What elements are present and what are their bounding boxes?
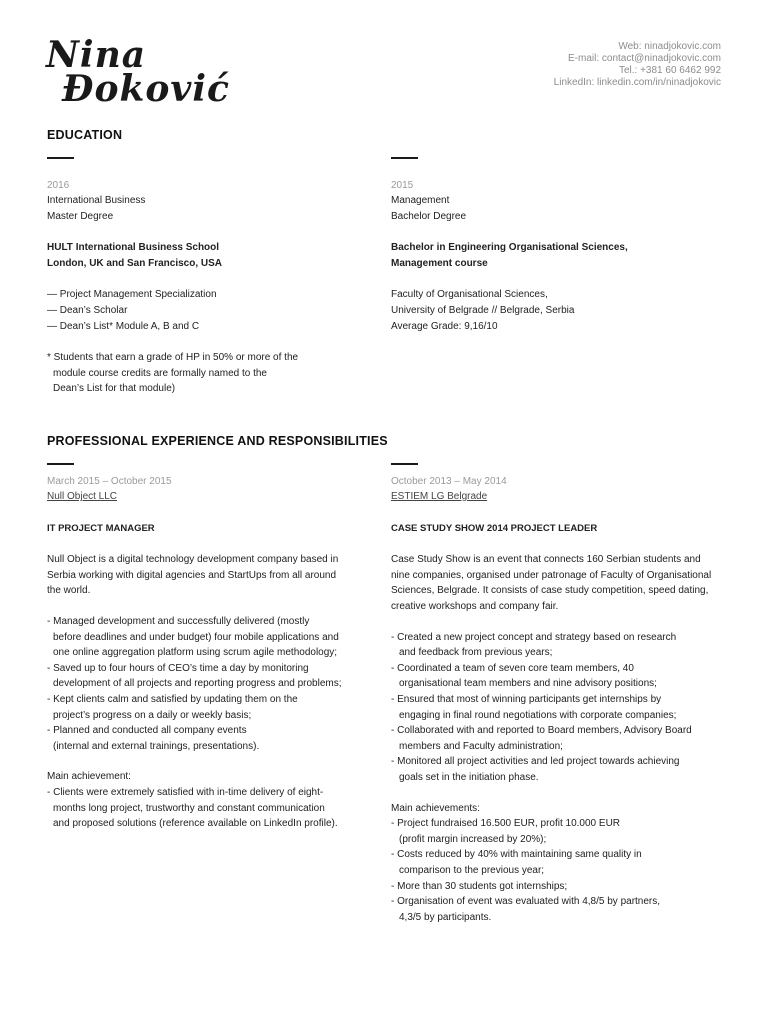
duty-line: - Coordinated a team of seven core team members, 40 [391, 662, 634, 674]
contact-phone: Tel.: +381 60 6462 992 [618, 65, 721, 76]
education-right-column [391, 157, 731, 334]
section-divider [47, 463, 74, 465]
duty-line: and feedback from previous years; [399, 647, 553, 659]
section-divider [391, 463, 418, 465]
duty-line: - Created a new project concept and strategy based on research [391, 631, 677, 643]
footnote-line: module course credits are formally named to the [53, 367, 267, 379]
duty-line: project’s progress on a daily or weekly basis; [53, 709, 252, 721]
contact-linkedin[interactable]: LinkedIn: linkedin.com/in/ninadjokovic [553, 77, 721, 88]
last-name: Đoković [62, 68, 230, 110]
education-item: — Project Management Specialization [47, 289, 217, 301]
duty-line: - Managed development and successfully delivered (mostly [47, 616, 310, 628]
achievement-line: comparison to the previous year; [399, 864, 545, 876]
section-divider [391, 157, 418, 159]
company-description: the world. [47, 585, 91, 597]
job-title: CASE STUDY SHOW 2014 PROJECT LEADER [391, 522, 598, 534]
school-name: Bachelor in Engineering Organisational Sciences, [391, 242, 628, 254]
company-link[interactable]: ESTIEM LG Belgrade [391, 491, 488, 503]
achievement-line: months long project, trustworthy and constant communication [53, 802, 325, 814]
duty-line: members and Faculty administration; [399, 740, 563, 752]
contact-block [554, 41, 721, 89]
duty-line: engaging in final round negotiations with corporate companies; [399, 709, 677, 721]
section-divider [47, 157, 74, 159]
company-description: Serbia working with digital agencies and StartUps from all around [47, 569, 337, 581]
school-course: Management course [391, 257, 488, 269]
resume-name [46, 34, 230, 110]
company-description: nine companies, organised under patronage of Faculty of Organisational [391, 569, 712, 581]
achievement-line: (profit margin increased by 20%); [399, 833, 547, 845]
company-link[interactable]: Null Object LLC [47, 491, 118, 503]
duty-line: goals set in the initiation phase. [399, 772, 539, 783]
experience-right-column [391, 463, 731, 925]
duty-line: - Monitored all project activities and led project towards achieving [391, 756, 680, 768]
education-year: 2016 [47, 179, 70, 191]
achievement-line: - More than 30 students got internships; [391, 880, 568, 892]
school-name: HULT International Business School [47, 242, 220, 254]
education-degree: Bachelor Degree [391, 210, 467, 222]
achievement-line: - Clients were extremely satisfied with in-time delivery of eight- [47, 787, 324, 798]
job-title: IT PROJECT MANAGER [47, 522, 155, 534]
duty-line: - Kept clients calm and satisfied by updating them on the [47, 694, 298, 706]
education-detail: Average Grade: 9,16/10 [391, 320, 498, 332]
education-left-column [47, 157, 367, 397]
contact-web[interactable]: Web: ninadjokovic.com [618, 41, 721, 52]
duty-line: (internal and external trainings, presentations). [53, 740, 260, 752]
company-description: Null Object is a digital technology development company based in [47, 554, 339, 566]
education-item: — Dean’s List* Module A, B and C [47, 320, 200, 332]
duty-line: development of all projects and reporting progress and problems; [53, 678, 342, 690]
duty-line: - Ensured that most of winning participants get internships by [391, 694, 662, 706]
company-description: Sciences, Belgrade. It consists of case study competition, speed dating, [391, 585, 709, 597]
first-name: Nina [46, 34, 147, 76]
achievement-line: 4,3/5 by participants. [399, 911, 492, 923]
experience-heading: PROFESSIONAL EXPERIENCE AND RESPONSIBILITIES [47, 434, 388, 448]
education-degree: Master Degree [47, 210, 114, 222]
education-item: — Dean’s Scholar [47, 305, 128, 317]
footnote-line: * Students that earn a grade of HP in 50% or more of the [47, 352, 299, 364]
achievement-line: - Costs reduced by 40% with maintaining same quality in [391, 849, 642, 861]
duty-line: - Saved up to four hours of CEO’s time a day by monitoring [47, 662, 309, 674]
achievement-label: Main achievement: [47, 771, 131, 783]
duty-line: before deadlines and under budget) four mobile applications and [53, 631, 339, 643]
education-year: 2015 [391, 179, 414, 191]
job-dates: October 2013 – May 2014 [391, 475, 507, 487]
company-description: Case Study Show is an event that connects 160 Serbian students and [391, 554, 701, 566]
education-detail: University of Belgrade // Belgrade, Serbia [391, 305, 575, 317]
achievement-line: - Organisation of event was evaluated with 4,8/5 by partners, [391, 896, 661, 908]
achievement-line: and proposed solutions (reference available on LinkedIn profile). [53, 818, 338, 830]
education-field: International Business [47, 195, 146, 207]
company-description: creative workshops and company fair. [391, 601, 559, 613]
achievement-line: - Project fundraised 16.500 EUR, profit 10.000 EUR [391, 818, 621, 830]
education-field: Management [391, 195, 450, 207]
education-detail: Faculty of Organisational Sciences, [391, 289, 548, 301]
duty-line: one online aggregation platform using scrum agile methodology; [53, 647, 338, 659]
experience-left-column [47, 463, 377, 832]
duty-line: - Collaborated with and reported to Board members, Advisory Board [391, 725, 692, 737]
duty-line: - Planned and conducted all company events [47, 725, 247, 737]
achievement-label: Main achievements: [391, 802, 480, 814]
education-heading: EDUCATION [47, 128, 123, 142]
contact-email[interactable]: E-mail: contact@ninadjokovic.com [568, 53, 721, 64]
job-dates: March 2015 – October 2015 [47, 475, 172, 487]
footnote-line: Dean’s List for that module) [53, 383, 176, 395]
school-location: London, UK and San Francisco, USA [47, 257, 223, 269]
duty-line: organisational team members and nine advisory positions; [399, 678, 657, 690]
